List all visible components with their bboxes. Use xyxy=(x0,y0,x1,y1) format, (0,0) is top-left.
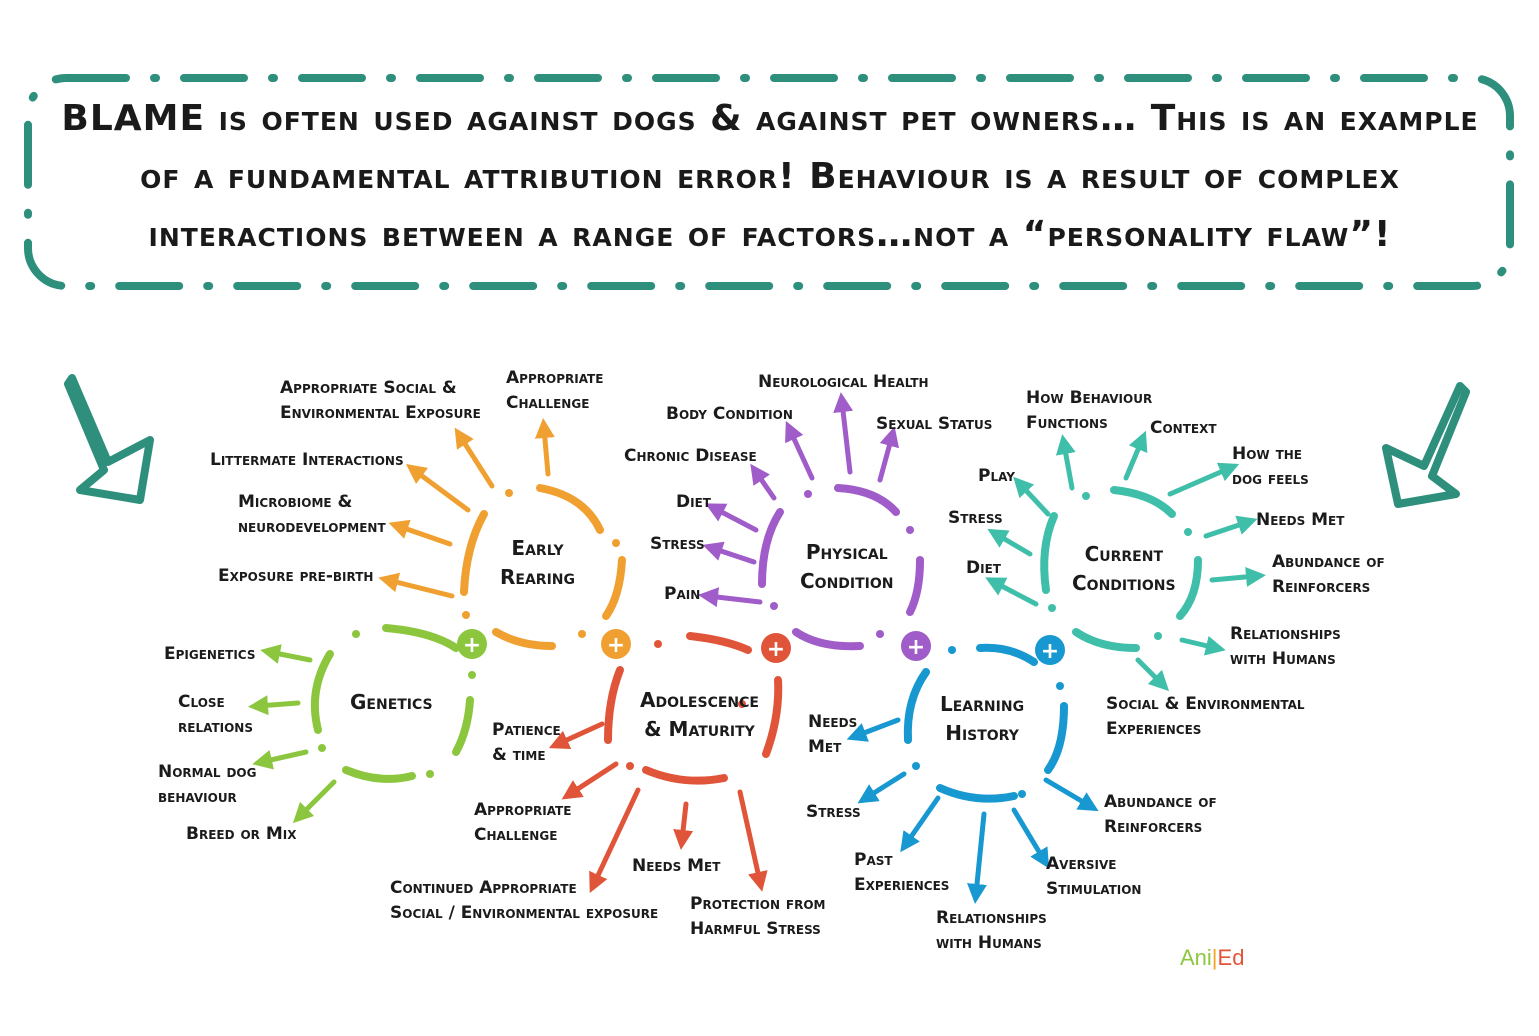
adolescence-item: Needs Met xyxy=(632,856,721,876)
node-genetics: Genetics xyxy=(350,690,433,714)
svg-text:+: + xyxy=(906,635,926,660)
early-rearing-item: Appropriate Social & Environmental Exposure xyxy=(280,378,481,423)
current-item: Social & Environmental Experiences xyxy=(1106,694,1305,739)
svg-text:+: + xyxy=(462,633,482,658)
adolescence-item: Patience & time xyxy=(492,720,561,765)
physical-item: Body Condition xyxy=(666,404,793,424)
current-item: Stress xyxy=(948,508,1003,528)
physical-item: Sexual Status xyxy=(876,414,993,434)
current-item: Play xyxy=(978,466,1015,486)
current-item: How the dog feels xyxy=(1232,444,1309,489)
node-current: Current Conditions xyxy=(1072,542,1176,595)
genetics-item: Breed or Mix xyxy=(186,824,297,844)
adolescence-item: Continued Appropriate Social / Environmental exposure xyxy=(390,878,659,923)
svg-text:+: + xyxy=(606,633,626,658)
plus-icon xyxy=(1035,635,1065,665)
learning-item: Relationships with Humans xyxy=(936,908,1047,953)
early-rearing-item: Appropriate Challenge xyxy=(506,368,604,413)
early-rearing-item: Microbiome & neurodevelopment xyxy=(238,492,386,537)
adolescence-cluster xyxy=(558,636,778,884)
adolescence-item: Protection from Harmful Stress xyxy=(690,894,826,939)
left-down-arrow-icon xyxy=(68,378,150,500)
plus-icon xyxy=(901,631,931,661)
physical-item: Chronic Disease xyxy=(624,446,757,466)
physical-item: Stress xyxy=(650,534,705,554)
header-line-3: interactions between a range of factors…not a “personality flaw”! xyxy=(148,214,1392,255)
current-item: Context xyxy=(1150,418,1217,438)
genetics-item: Close relations xyxy=(178,692,253,737)
physical-item: Diet xyxy=(676,492,711,512)
node-physical: Physical Condition xyxy=(800,540,894,593)
physical-item: Neurological Health xyxy=(758,372,929,392)
header-line-1: BLAME is often used against dogs & against pet owners… This is an example xyxy=(61,98,1479,139)
genetics-item: Epigenetics xyxy=(164,644,256,664)
genetics-item: Normal dog behaviour xyxy=(158,762,257,807)
plus-icon xyxy=(457,629,487,659)
early-rearing-item: Exposure pre-birth xyxy=(218,566,374,586)
physical-item: Pain xyxy=(664,584,701,604)
svg-text:+: + xyxy=(1040,639,1060,664)
node-learning: Learning History xyxy=(940,692,1025,745)
learning-item: Past Experiences xyxy=(854,850,950,895)
current-item: Needs Met xyxy=(1256,510,1345,530)
header-line-2: of a fundamental attribution error! Behaviour is a result of complex xyxy=(140,156,1400,197)
current-item: Relationships with Humans xyxy=(1230,624,1341,669)
current-item: Abundance of Reinforcers xyxy=(1272,552,1385,597)
plus-icon xyxy=(601,629,631,659)
anied-logo: Ani|Ed xyxy=(1180,945,1245,970)
current-item: How Behaviour Functions xyxy=(1026,388,1153,433)
genetics-cluster xyxy=(258,628,476,816)
learning-item: Aversive Stimulation xyxy=(1046,854,1142,899)
early-rearing-item: Littermate Interactions xyxy=(210,450,404,470)
current-item: Diet xyxy=(966,558,1001,578)
learning-item: Needs Met xyxy=(808,712,858,757)
right-down-arrow-icon xyxy=(1386,386,1466,504)
plus-icon xyxy=(761,633,791,663)
node-early-rearing: Early Rearing xyxy=(500,536,575,589)
node-adolescence: Adolescence & Maturity xyxy=(640,688,759,741)
adolescence-item: Appropriate Challenge xyxy=(474,800,572,845)
svg-text:+: + xyxy=(766,637,786,662)
learning-item: Abundance of Reinforcers xyxy=(1104,792,1217,837)
learning-item: Stress xyxy=(806,802,861,822)
physical-cluster xyxy=(708,402,920,646)
